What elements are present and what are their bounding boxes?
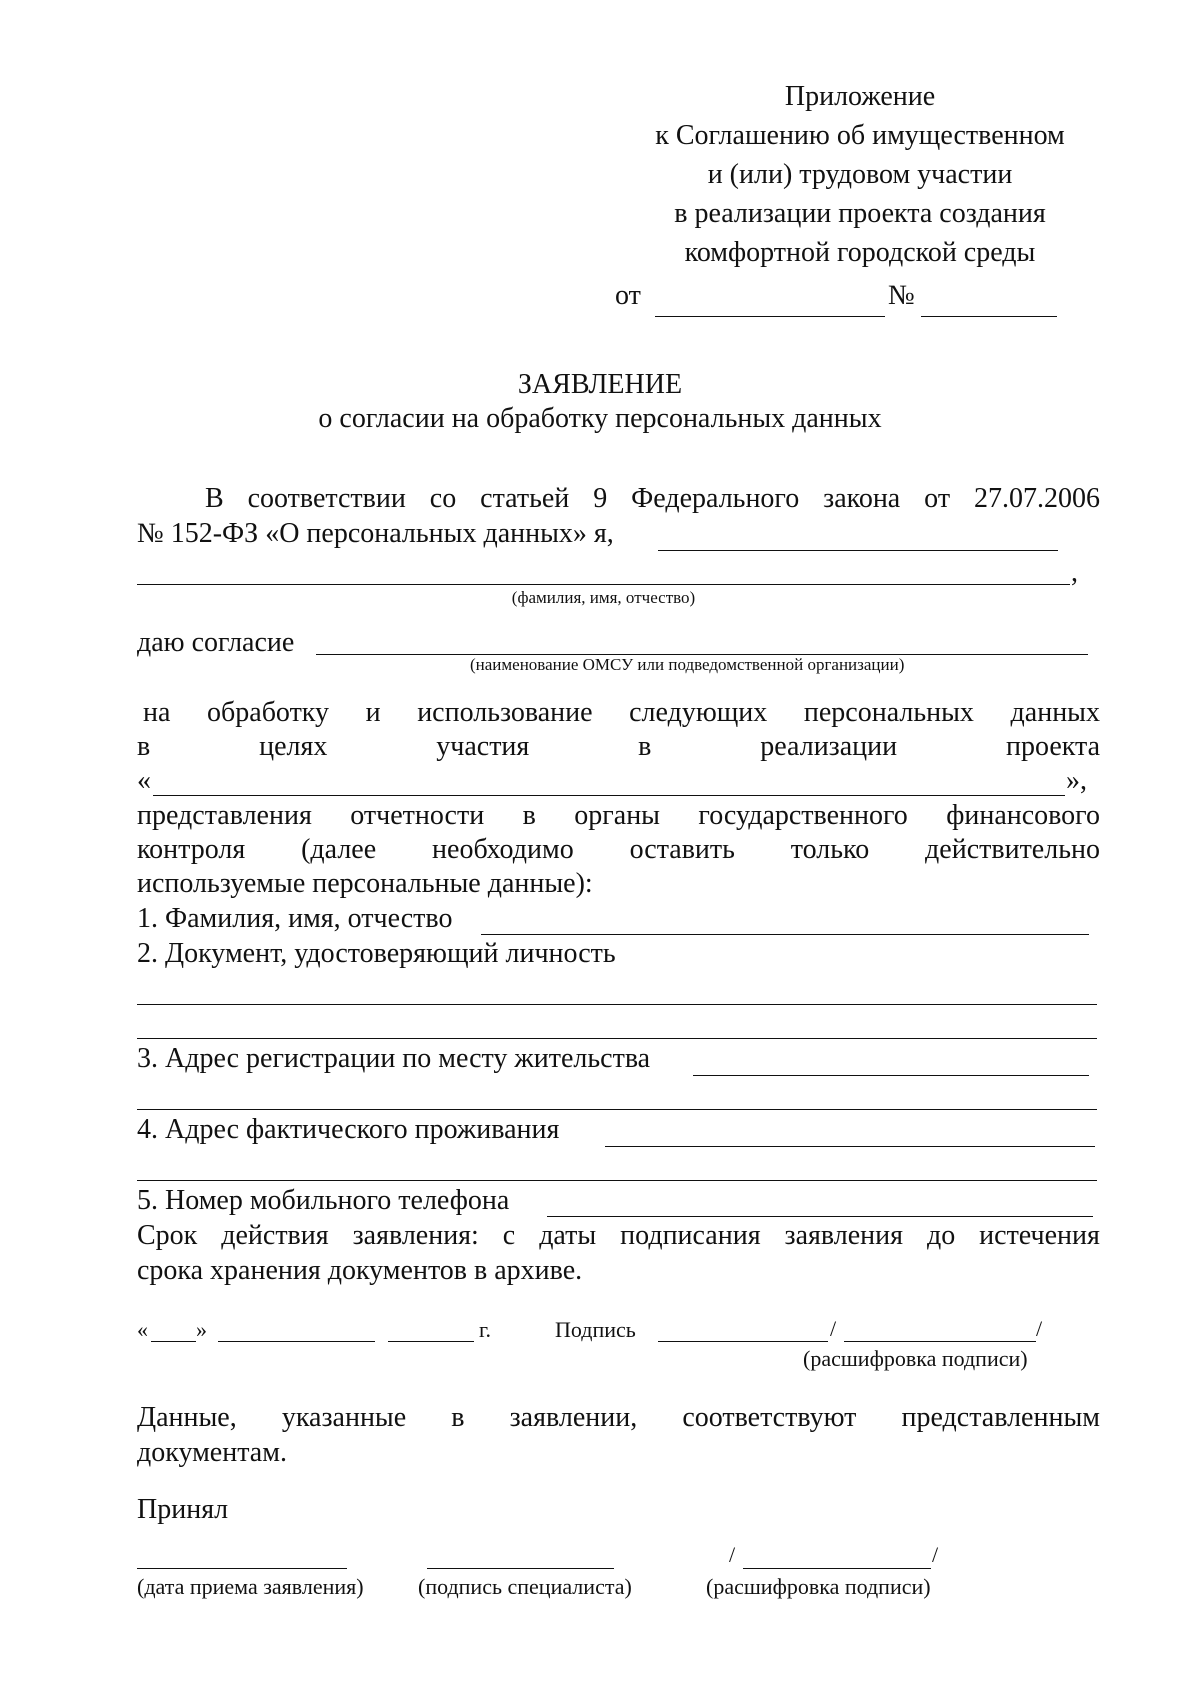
purpose-line-6: используемые персональные данные): xyxy=(137,868,593,899)
item-mobile-phone: 5. Номер мобильного телефона xyxy=(137,1185,510,1216)
applicant-signature-field[interactable] xyxy=(658,1341,828,1342)
fio-caption: (фамилия, имя, отчество) xyxy=(511,588,696,607)
applicant-signature-decode-field[interactable] xyxy=(844,1341,1036,1342)
caption-specialist-signature: (подпись специалиста) xyxy=(418,1574,632,1599)
sign-month-field[interactable] xyxy=(218,1341,375,1342)
confirmation-line-1: Данные, указанные в заявлении, соответствуют представленным xyxy=(137,1402,1100,1433)
intro-line-2: № 152-ФЗ «О персональных данных» я, xyxy=(137,518,614,549)
agreement-number-label: № xyxy=(888,280,915,311)
specialist-decode-field[interactable] xyxy=(743,1568,931,1569)
caption-acceptance-date: (дата приема заявления) xyxy=(137,1574,364,1599)
validity-line-2: срока хранения документов в архиве. xyxy=(137,1255,583,1286)
sign-day-field[interactable] xyxy=(151,1341,196,1342)
purpose-line-4: представления отчетности в органы государственного финансового xyxy=(137,800,1100,831)
sign-date-close-quote: » xyxy=(196,1317,207,1342)
mobile-phone-field[interactable] xyxy=(547,1216,1093,1217)
purpose-line-2: в целях участия в реализации проекта xyxy=(137,731,1100,762)
accepted-label: Принял xyxy=(137,1494,229,1525)
project-quote-open: « xyxy=(137,765,151,796)
document-subtitle: о согласии на обработку персональных данных xyxy=(318,403,882,434)
item-full-name: 1. Фамилия, имя, отчество xyxy=(137,903,453,934)
sign-year-suffix: г. xyxy=(479,1317,492,1342)
document-title: ЗАЯВЛЕНИЕ xyxy=(517,369,683,400)
appendix-heading: Приложение xyxy=(784,81,936,112)
intro-line-1: В соответствии со статьей 9 Федерального закона от 27.07.2006 xyxy=(205,483,1100,514)
registration-address-field-2[interactable] xyxy=(137,1109,1097,1110)
applicant-name-field-2[interactable] xyxy=(137,584,1070,585)
agreement-number-field[interactable] xyxy=(921,316,1057,317)
full-name-field[interactable] xyxy=(481,934,1089,935)
signature-slash-1: / xyxy=(830,1316,837,1341)
specialist-signature-field[interactable] xyxy=(427,1568,614,1569)
agreement-date-label: от xyxy=(615,280,641,311)
signature-decode-caption: (расшифровка подписи) xyxy=(803,1346,1028,1371)
acceptance-date-field[interactable] xyxy=(137,1568,347,1569)
caption-specialist-decode: (расшифровка подписи) xyxy=(706,1574,931,1599)
actual-address-field-2[interactable] xyxy=(137,1180,1097,1181)
actual-address-field-1[interactable] xyxy=(605,1146,1095,1147)
accepted-slash-1: / xyxy=(729,1542,736,1567)
identity-document-field-1[interactable] xyxy=(137,1004,1097,1005)
applicant-name-field-1[interactable] xyxy=(658,550,1058,551)
purpose-line-5: контроля (далее необходимо оставить только действительно xyxy=(137,834,1100,865)
organization-caption: (наименование ОМСУ или подведомственной организации) xyxy=(470,655,905,674)
item-identity-document: 2. Документ, удостоверяющий личность xyxy=(137,938,616,969)
confirmation-line-2: документам. xyxy=(137,1437,287,1468)
accepted-slash-2: / xyxy=(932,1542,939,1567)
signature-slash-2: / xyxy=(1036,1316,1043,1341)
consent-label: даю согласие xyxy=(137,627,295,658)
sign-date-open-quote: « xyxy=(137,1317,148,1342)
applicant-name-comma: , xyxy=(1071,557,1078,588)
appendix-line-3: и (или) трудовом участии xyxy=(707,159,1013,190)
appendix-line-4: в реализации проекта создания xyxy=(674,198,1046,229)
validity-line-1: Срок действия заявления: с даты подписания заявления до истечения xyxy=(137,1220,1100,1251)
agreement-date-field[interactable] xyxy=(655,316,885,317)
project-name-field[interactable] xyxy=(153,795,1065,796)
registration-address-field-1[interactable] xyxy=(693,1075,1089,1076)
project-quote-close: », xyxy=(1066,765,1087,796)
item-registration-address: 3. Адрес регистрации по месту жительства xyxy=(137,1043,651,1074)
identity-document-field-2[interactable] xyxy=(137,1038,1097,1039)
sign-year-field[interactable] xyxy=(388,1341,474,1342)
appendix-line-5: комфортной городской среды xyxy=(684,237,1036,268)
item-actual-address: 4. Адрес фактического проживания xyxy=(137,1114,560,1145)
purpose-line-1: на обработку и использование следующих персональных данных xyxy=(143,697,1100,728)
appendix-line-2: к Соглашению об имущественном xyxy=(655,120,1065,151)
signature-label: Подпись xyxy=(555,1317,636,1342)
